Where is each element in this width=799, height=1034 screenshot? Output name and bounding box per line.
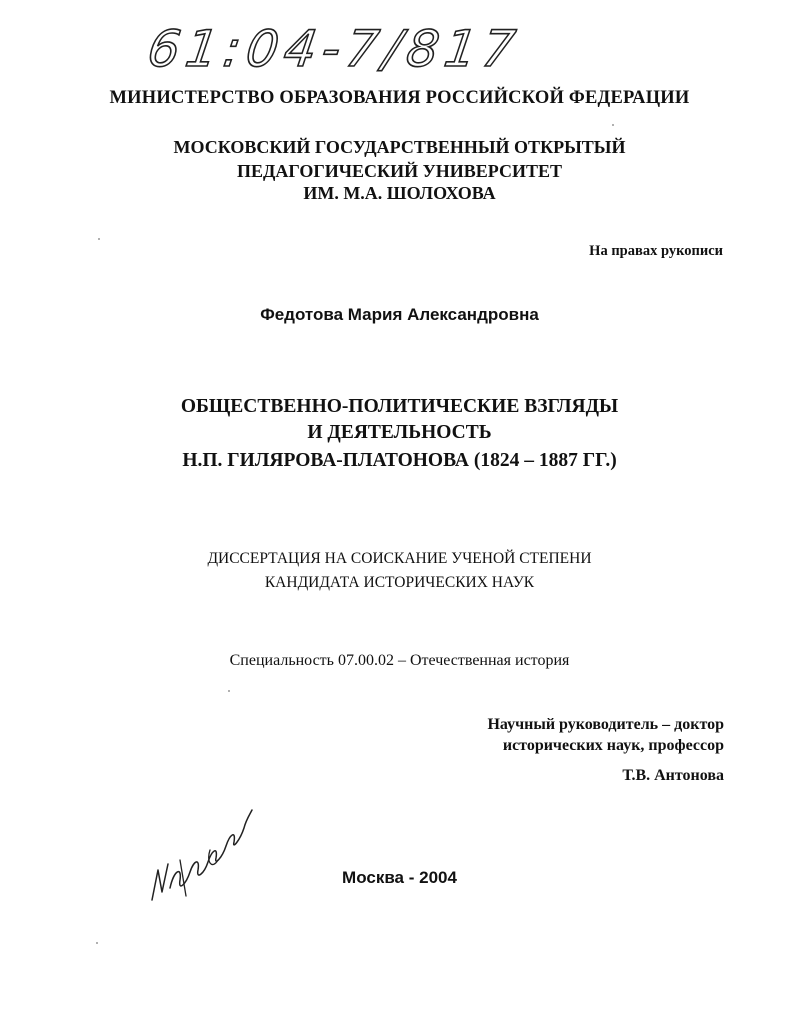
author-name: Федотова Мария Александровна bbox=[260, 305, 539, 324]
specialty-code: Специальность 07.00.02 – Отечественная история bbox=[229, 652, 570, 669]
svg-text:61:04-7/817: 61:04-7/817 bbox=[144, 19, 525, 78]
scan-speck bbox=[612, 124, 614, 126]
supervisor-title-line-1: Научный руководитель – доктор bbox=[487, 716, 724, 733]
dissertation-title-line-3: Н.П. ГИЛЯРОВА-ПЛАТОНОВА (1824 – 1887 ГГ.) bbox=[182, 450, 617, 471]
ministry-heading: МИНИСТЕРСТВО ОБРАЗОВАНИЯ РОССИЙСКОЙ ФЕДЕРАЦИИ bbox=[109, 88, 690, 108]
supervisor-title-line-2: исторических наук, профессор bbox=[502, 737, 724, 754]
handwritten-catalog-number bbox=[144, 8, 525, 80]
manuscript-rights-note: На правах рукописи bbox=[589, 243, 723, 259]
scan-speck bbox=[228, 690, 230, 692]
supervisor-name: Т.В. Антонова bbox=[622, 767, 724, 784]
scan-speck bbox=[96, 942, 98, 944]
dissertation-title-line-1: ОБЩЕСТВЕННО-ПОЛИТИЧЕСКИЕ ВЗГЛЯДЫ bbox=[180, 396, 619, 417]
university-name-line-3: ИМ. М.А. ШОЛОХОВА bbox=[303, 183, 496, 203]
dissertation-title-line-2: И ДЕЯТЕЛЬНОСТЬ bbox=[307, 422, 492, 443]
handwritten-number-drawing bbox=[144, 8, 525, 80]
scan-speck bbox=[98, 238, 100, 240]
author-signature bbox=[140, 800, 260, 910]
university-name-line-1: МОСКОВСКИЙ ГОСУДАРСТВЕННЫЙ ОТКРЫТЫЙ bbox=[173, 137, 626, 157]
signature-drawing bbox=[140, 800, 260, 910]
place-and-year: Москва - 2004 bbox=[342, 868, 457, 887]
degree-statement-line-2: КАНДИДАТА ИСТОРИЧЕСКИХ НАУК bbox=[264, 574, 535, 591]
degree-statement-line-1: ДИССЕРТАЦИЯ НА СОИСКАНИЕ УЧЕНОЙ СТЕПЕНИ bbox=[207, 550, 592, 567]
university-name-line-2: ПЕДАГОГИЧЕСКИЙ УНИВЕРСИТЕТ bbox=[236, 161, 563, 181]
